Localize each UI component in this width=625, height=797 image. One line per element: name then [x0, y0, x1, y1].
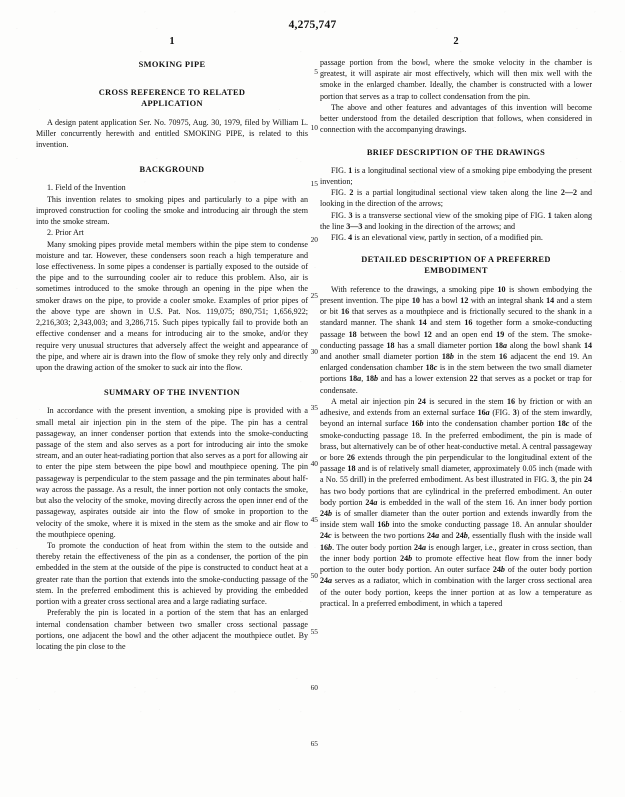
- paragraph-detailed-1: With reference to the drawings, a smoking pipe 10 is shown embodying the present invention. The pipe 10 has a bowl 12 with an integral shank 14 and a stem or bit 16 that serves as a mouthpiece and is frictionally secured to the shank in a standard manner. The shank 14 and stem 16 together form a smoke-conducting passage 18 between the bowl 12 and an open end 19 of the stem. The smoke-conducting passage 18 has a small diameter portion 18a along the bowl shank 14 and another small diameter portion 18b in the stem 16 adjacent the end 19. An enlarged condensation chamber 18c is in the stem between the two small diameter portions 18a, 18b and has a lower extension 22 that serves as a pocket or trap for condensate.: [320, 284, 593, 395]
- line-number: 15: [310, 179, 318, 188]
- paragraph-advantages: The above and other features and advantages of this invention will become better understood from the detailed description that follows, when considered in connection with the accompanying drawings.: [320, 102, 592, 135]
- column-right-number: 2: [453, 36, 459, 47]
- paragraph-field-of-invention: This invention relates to smoking pipes and particularly to a pipe with an improved construction for cooling the smoke and introducing air through the stem into the smoke stream.: [36, 194, 308, 227]
- document-title: SMOKING PIPE: [138, 60, 206, 69]
- paragraph-fig-1: FIG. 1 is a longitudinal sectional view of a smoking pipe embodying the present invention;: [320, 165, 592, 186]
- paragraph-fig-2: FIG. 2 is a partial longitudinal sectional view taken along the line 2—2 and looking in the direction of the arrows;: [320, 188, 593, 209]
- paragraph-summary-1: In accordance with the present invention, a smoking pipe is provided with a small metal air injection pin in the stem of the pipe. The pin has a central passageway, an inner condenser portion that extends into the smoke-conducting passage of the stem and also serves as a port for introducing air into the smoke stream, and an outer heat-radiating portion that also serves as a port for allowing air to enter the pipe stem between the pipe bowl and mouthpiece opening. The pin passageway is perpendicular to the stem passage and the pin terminates about half-way across the passage. As a result, the inner portion not only contacts the smoke, but also the velocity of the smoke, moving directly across the open inner end of the passageway, aspirates outside air into the flow of smoke in proportion to the velocity of the smoke, where it is mixed in the stem as the smoke and air flow to the mouthpiece opening.: [36, 406, 308, 539]
- heading-brief-description: BRIEF DESCRIPTION OF THE DRAWINGS: [366, 147, 546, 157]
- heading-cross-reference-line2: APPLICATION: [141, 99, 203, 109]
- column-left-number: 1: [169, 36, 175, 47]
- line-number: 10: [310, 123, 318, 132]
- line-number: 55: [310, 627, 318, 636]
- line-number: 35: [310, 403, 318, 412]
- line-number: 60: [310, 683, 318, 692]
- paragraph-fig-3: FIG. 3 is a transverse sectional view of the smoking pipe of FIG. 1 taken along the line 3—3 and looking in the direction of the arrows; and: [320, 210, 592, 231]
- heading-background: BACKGROUND: [139, 165, 205, 175]
- line-number: 50: [310, 571, 318, 580]
- paragraph-continuation: passage portion from the bowl, where the smoke velocity in the chamber is greatest, it will aspirate air most effectively, which will then mix well with the smoke in the enlarged chamber. Ideally, the chamber is constructed with a lower portion that serves as a trap to collect condensation from the pin.: [320, 58, 592, 101]
- paragraph-fig-4: FIG. 4 is an elevational view, partly in section, of a modified pin.: [331, 233, 543, 243]
- line-number: 25: [310, 291, 318, 300]
- line-number: 5: [314, 67, 318, 76]
- paragraph-summary-3: Preferably the pin is located in a portion of the stem that has an enlarged internal condensation chamber between two smaller cross sectional passage portions, one adjacent the bowl and the other adjacent the mouthpiece outlet. By locating the pin close to the: [36, 608, 308, 651]
- subheading-prior-art: 2. Prior Art: [47, 228, 84, 238]
- line-number: 20: [310, 235, 318, 244]
- paragraph-cross-reference: A design patent application Ser. No. 70975, Aug. 30, 1979, filed by William L. Miller concurrently herewith and entitled SMOKING PIPE, is related to this invention.: [36, 117, 308, 150]
- column-right: [320, 36, 592, 609]
- patent-number: 4,275,747: [288, 19, 337, 31]
- subheading-field-of-invention: 1. Field of the Invention: [47, 183, 126, 193]
- paragraph-summary-2: To promote the conduction of heat from within the stem to the outside and thereby retain the effectiveness of the pin as a condenser, the portion of the pin embedded in the stem at the outside of the pipe is constructed to conduct heat at a greater rate than the portion that extends into the smoke-conducting passage of the stem. In the preferred embodiment this is achieved by providing the embedded portion with a greater cross sectional area and a large radiating surface.: [36, 541, 308, 607]
- heading-detailed-description-line1: DETAILED DESCRIPTION OF A PREFERRED: [361, 255, 551, 265]
- paragraph-prior-art: Many smoking pipes provide metal members within the pipe stem to condense moisture and tar. However, these condensers soon reach a high temperature and lose effectiveness. In some pipes a condenser is partially exposed to the outside of the pipe and to the surrounding cooler air to reduce this problem. Also, air is sometimes introduced to the smoke through an opening in the pipe when the smoker draws on the pipe, to provide a cooler smoke. Examples of prior pipes of the above type are shown in U.S. Pat. Nos. 119,075; 890,751; 1,656,922; 2,216,303; 2,343,003; and 3,286,715. Such pipes typically fail to provide both an effective condenser and a means for introducing air to the smoke, and/or they require very unusual structures that adversely affect the weight and appearance of the pipe, and where air is drawn into the flow of smoke they rely only and directly upon the drawing action of the smoker to suck air into the flow.: [36, 239, 308, 372]
- heading-summary: SUMMARY OF THE INVENTION: [104, 388, 240, 398]
- line-number: 65: [310, 739, 318, 748]
- line-number: 45: [310, 515, 318, 524]
- column-left: [36, 36, 308, 652]
- line-number: 30: [310, 347, 318, 356]
- line-number: 40: [310, 459, 318, 468]
- heading-cross-reference-line1: CROSS REFERENCE TO RELATED: [98, 88, 246, 98]
- heading-detailed-description-line2: EMBODIMENT: [424, 266, 488, 276]
- paragraph-detailed-2: A metal air injection pin 24 is secured in the stem 16 by friction or with an adhesive, and extends from an external surface 16a (FIG. 3) of the stem inwardly, beyond an internal surface 16b into the condensation chamber portion 18c of the smoke-conducting passage 18. In the preferred embodiment, the pin is made of brass, but alternatively can be of other heat-conductive metal. A central passageway or bore 26 extends through the pin perpendicular to the longitudinal extent of the passage 18 and is of relatively small diameter, approximately 0.05 inch (made with a No. 55 drill) in the preferred embodiment. As best illustrated in FIG. 3, the pin 24 has two body portions that are cylindrical in the preferred embodiment. An outer body portion 24a is embedded in the wall of the stem 16. An inner body portion 24b is of smaller diameter than the outer portion and extends inwardly from the inside stem wall 16b into the smoke conducting passage 18. An annular shoulder 24c is between the two portions 24a and 24b, essentially flush with the inside wall 16b. The outer body portion 24a is enough larger, i.e., greater in cross section, than the inner body portion 24b to promote effective heat flow from the inner body portion to the outer body portion. An outer surface 24b of the outer body portion 24a serves as a radiator, which in combination with the larger cross sectional area of the outer body portion, keeps the inner portion at as low a temperature as practical. In a preferred embodiment, in which a tapered: [320, 396, 593, 608]
